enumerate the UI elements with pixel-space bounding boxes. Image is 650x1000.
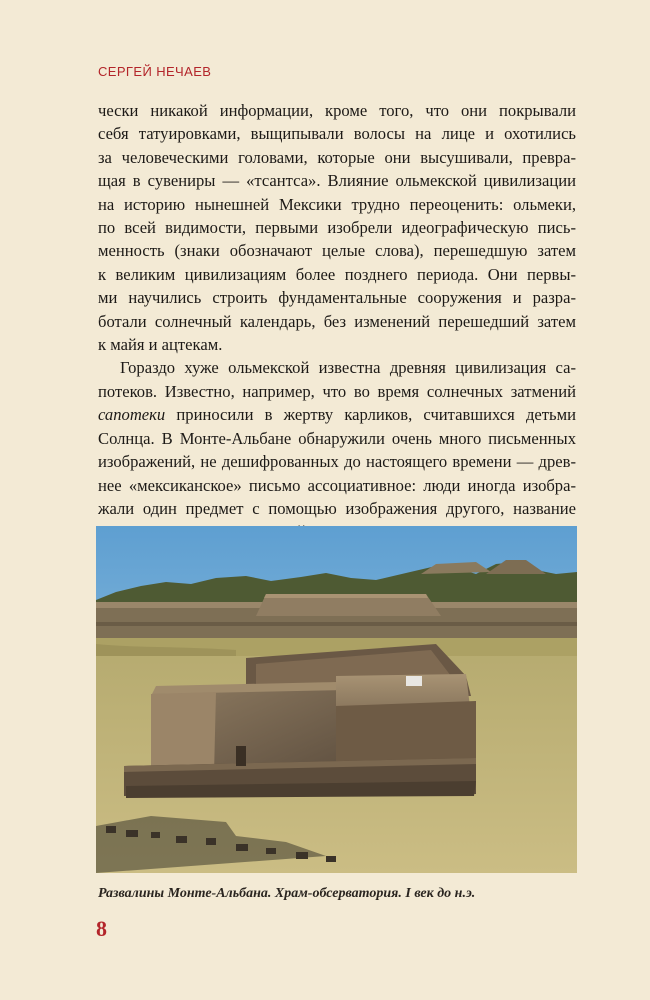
text-line: за человеческими головами, которые они высушивали, превра- xyxy=(98,147,576,167)
text-line: изображений, не дешифрованных до настоящего времени — древ- xyxy=(98,452,576,472)
text-line: к великим цивилизациям более позднего периода. Они первы- xyxy=(98,264,576,284)
text-line: потеков. Известно, например, что во время солнечных затмений xyxy=(98,381,576,401)
body-text xyxy=(98,99,576,544)
text-line: по всей видимости, первыми изобрели идеографическую пись- xyxy=(98,218,576,238)
text-line: щая в сувениры — «тсантса». Влияние ольмекской цивилизации xyxy=(98,171,576,191)
text-line: Гораздо хуже ольмекской известна древняя цивилизация са- xyxy=(120,358,576,378)
text-line: жали один предмет с помощью изображения другого, название xyxy=(98,498,576,518)
text-line: к майя и ацтекам. xyxy=(98,335,223,355)
text-line xyxy=(98,403,576,426)
text-line: на историю нынешней Мексики трудно переоценить: ольмеки, xyxy=(98,194,576,214)
paragraph-2 xyxy=(98,356,576,543)
text-line: ботали солнечный календарь, без изменений перешедший затем xyxy=(98,311,576,331)
text-line: нее «мексиканское» письмо ассоциативное: люди иногда изобра- xyxy=(98,475,576,495)
page-number: 8 xyxy=(96,916,107,941)
photo-monte-alban-ruins xyxy=(96,526,577,873)
italic-term: сапотеки xyxy=(98,405,166,425)
photo-caption: Развалины Монте-Альбана. Храм-обсерватория. I век до н.э. xyxy=(98,886,476,901)
text-line: ми научились строить фундаментальные сооружения и разра- xyxy=(98,288,576,308)
text-line: чески никакой информации, кроме того, что они покрывали xyxy=(98,101,576,120)
running-head: СЕРГЕЙ НЕЧАЕВ xyxy=(98,64,212,79)
text-line: менность (знаки обозначают целые слова), перешедшую затем xyxy=(98,241,576,261)
paragraph-1 xyxy=(98,99,576,356)
text-fragment: приносили в жертву карликов, считавшихся детьми xyxy=(165,405,576,425)
text-line: Солнца. В Монте-Альбане обнаружили очень много письменных xyxy=(98,428,576,448)
text-line: себя татуировками, выщипывали волосы на лице и охотились xyxy=(98,124,576,144)
